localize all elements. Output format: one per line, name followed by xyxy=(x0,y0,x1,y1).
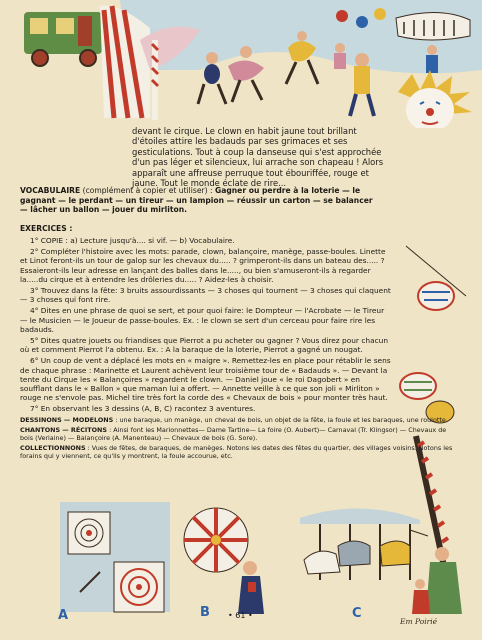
artist-signature: Em Poirié xyxy=(400,617,438,626)
vocabulary-label: VOCABULAIRE xyxy=(20,186,81,195)
exercise-2: 2° Compléter l'histoire avec les mots: parade, clown, balançoire, manège, passe-boules. Linette et Linot feront-ils un tour de galop sur les chevaux du..... ? grimperont-ils dans un bateau des..... ? Essaieront-ils leur adresse en lançant des balles dans le....., ou bien s'amuseront-ils à regarder la.....du cirque et à entendre les drôleries du..... ? Aidez-les à choisir. xyxy=(20,247,386,284)
exercise-6: 6° Un coup de vent a déplacé les mots en « maigre ». Remettez-les en place pour rétablir le sens de chaque phrase : Marinette et Laurent achèvent leur troisième tour de « Badauds ». — Devant la tente du Cirque les « Balançoires » regardent le clown. — Daniel joue « le roi Dagobert » en soufflant dans le « Ballon » que maman lui a offert. — Annette veille à ce que son joli « Mirliton » rouge ne s'envole pas. Michel tire très fort la corde des « Chevaux de bois » pour monter très haut. xyxy=(20,356,391,403)
exercise-1: 1° COPIE : a) Lecture jusqu'à.... si vif. — b) Vocabulaire. xyxy=(30,236,235,245)
section-text: : Vues de fêtes, de baraques, de manèges. Notons les dates des fêtes du quartier, des villages voisins. Notons les forains qui y viennent, ce qu'ils y montrent, la foule accourue, etc. xyxy=(20,444,453,460)
exercises-heading: EXERCICES : xyxy=(20,224,73,233)
exercise-3: 3° Trouvez dans la fête: 3 bruits assourdissants — 3 choses qui tournent — 3 choses qui claquent — 3 choses qui font rire. xyxy=(20,286,391,305)
sections-block xyxy=(20,416,460,462)
exercise-4: 4° Dites en une phrase de quoi se sert, et pour quoi faire: le Dompteur — l'Acrobate — le Tireur — le Musicien — le Joueur de passe-boules. Ex. : le clown se sert d'un cerceau pour faire rire les badauds. xyxy=(20,306,385,334)
exercise-7: 7° En observant les 3 dessins (A, B, C) racontez 3 aventures. xyxy=(30,404,256,414)
section-label: DESSINONS — MODELONS xyxy=(20,416,114,424)
section-collectionnons xyxy=(20,444,460,460)
story-paragraph: devant le cirque. Le clown en habit jaune tout brillant d'étoiles attire les badauds par ses grimaces et ses gesticulations. Tout à coup la danseuse qui s'est approchée d'un pas léger et silencieux, lui arrache son chapeau ! Alors apparaît une affreuse perruque tout ébouriffée, rouge et jaune. Tout le monde éclate de rire... xyxy=(132,126,384,189)
section-text: : Ainsi font les Marionnettes— Dame Tartine— La foire (O. Aubert)— Carnaval (Tr. Klingsor) — Chevaux de bois (Verlaine) — Balançoire (A. Manenteau) — Chevaux de bois (G. Sore). xyxy=(20,426,447,442)
exercise-5: 5° Dites quatre jouets ou friandises que Pierrot a pu acheter ou gagner ? Vous direz pour chacun où et comment Pierrot l'a obtenu. Ex. : A la baraque de la loterie, Pierrot a gagné un nougat. xyxy=(20,336,389,355)
illustration-b-lottery-wheel xyxy=(180,496,280,616)
vocabulary-block xyxy=(20,186,380,215)
section-label: CHANTONS — RÉCITONS xyxy=(20,426,108,434)
section-text: : une baraque, un manège, un cheval de bois, un objet de la fête, la foule et les baraques, une roulotte. xyxy=(115,416,448,424)
page-number: • 61 • xyxy=(228,611,253,620)
vocabulary-note: (complément à copier et utiliser) : xyxy=(82,186,213,195)
illustration-c-carousel xyxy=(270,490,470,618)
figure-label-a: A xyxy=(58,608,69,623)
vocabulary-words: Gagner ou perdre à la loterie — le gagnant — le perdant — un tireur — un lampion — réussir un carton — se balancer — lâcher un ballon — jouer du mirliton. xyxy=(20,186,373,215)
section-label: COLLECTIONNONS xyxy=(20,444,86,452)
figure-label-b: B xyxy=(200,605,210,620)
illustration-a-targets xyxy=(60,502,170,622)
figure-label-c: C xyxy=(352,606,362,621)
fairground-illustration xyxy=(0,0,482,128)
section-dessinons xyxy=(20,416,460,424)
section-chantons xyxy=(20,426,460,442)
exercises-list xyxy=(20,236,392,416)
